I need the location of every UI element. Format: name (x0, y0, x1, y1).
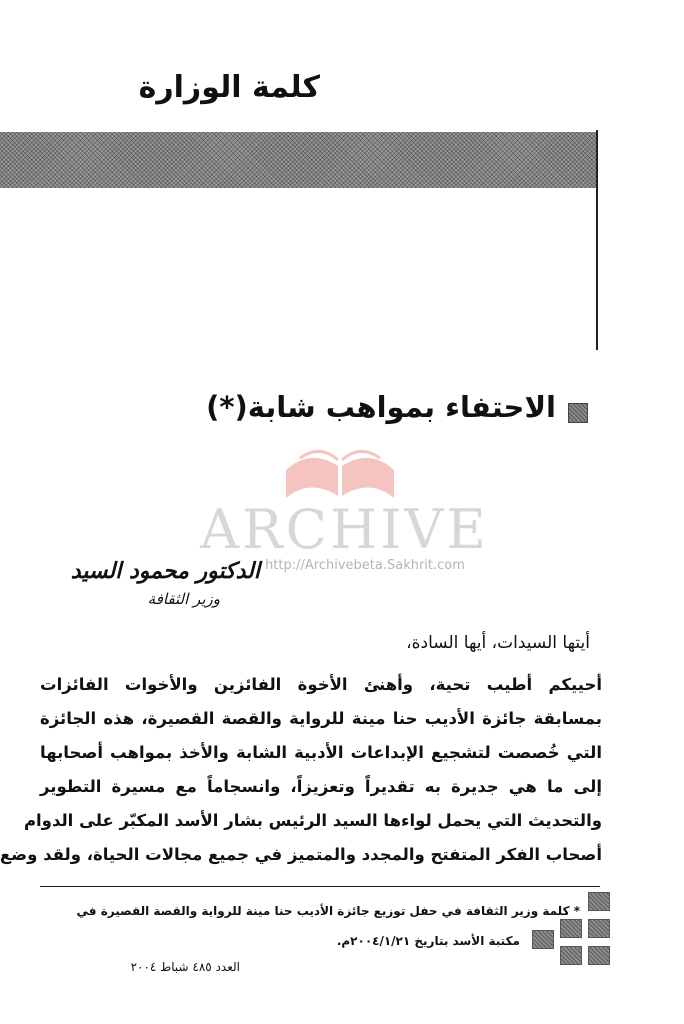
body-line: والتحديث التي يحمل لواءها السيد الرئيس بشار الأسد المكبّر على الدوام (23, 811, 602, 830)
watermark-text: ARCHIVE (200, 498, 489, 561)
section-banner (0, 132, 598, 188)
body-line: التي خُصصت لتشجيع الإبداعات الأدبية الشابة والأخذ بمواهب أصحابها (40, 743, 602, 762)
decor-square-icon (588, 946, 610, 965)
section-label: كلمة الوزارة (138, 70, 320, 105)
title-bullet-icon (568, 403, 588, 423)
body-line: بمسابقة جائزة الأديب حنا مينة للرواية والقصة القصيرة، هذه الجائزة (40, 709, 602, 728)
watermark-url: http://Archivebeta.Sakhrit.com (265, 558, 465, 573)
author-role: وزير الثقافة (147, 590, 220, 608)
body-line: أصحاب الفكر المتفتح والمجدد والمتميز في جميع مجالات الحياة، ولقد وضع (0, 845, 602, 864)
decor-square-icon (588, 919, 610, 938)
decor-square-icon (588, 892, 610, 911)
article-title: الاحتفاء بمواهب شابة(*) (206, 390, 556, 424)
footnote-line-1: * كلمة وزير الثقافة في حفل توزيع جائزة الأديب حنا مينة للرواية والقصة القصيرة في (76, 904, 580, 918)
decor-square-icon (560, 946, 582, 965)
footnote-line-2: مكتبة الأسد بتاريخ ٢٠٠٤/١/٢١م. (336, 934, 520, 948)
body-line: أحييكم أطيب تحية، وأهنئ الأخوة الفائزين والأخوات الفائزات (40, 675, 602, 694)
author-signature: الدكتور محمود السيد (70, 558, 260, 584)
body-line: إلى ما هي جديرة به تقديراً وتعزيزاً، وانسجاماً مع مسيرة التطوير (40, 777, 602, 796)
decor-square-icon (560, 919, 582, 938)
vertical-divider (596, 130, 598, 350)
footnote-divider (40, 886, 600, 887)
decor-square-icon (532, 930, 554, 949)
issue-info: العدد ٤٨٥ شباط ٢٠٠٤ (130, 960, 240, 974)
salutation: أيتها السيدات، أيها السادة، (406, 633, 590, 653)
watermark-book-icon (280, 440, 400, 500)
